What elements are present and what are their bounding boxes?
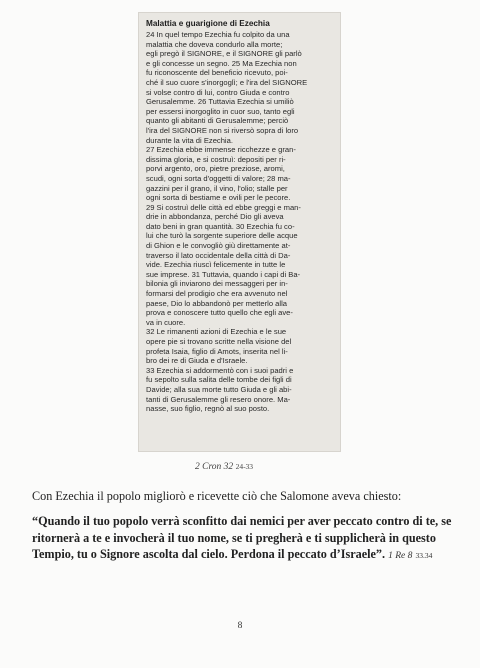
caption-verses: 24-33 bbox=[235, 462, 254, 471]
scan-lines bbox=[146, 30, 335, 414]
scan-line: sue imprese. 31 Tuttavia, quando i capi di Ba- bbox=[146, 269, 301, 279]
quote-paragraph bbox=[32, 513, 452, 565]
scan-line: bilonia gli inviarono dei messaggeri per in- bbox=[146, 279, 288, 289]
scan-line: 32 Le rimanenti azioni di Ezechia e le sue bbox=[146, 327, 287, 337]
scan-line: prova e conoscere tutto quello che egli ave- bbox=[146, 308, 293, 318]
scan-line: va in cuore. bbox=[146, 317, 186, 327]
scan-line: 29 Si costruì delle città ed ebbe greggi e man- bbox=[146, 202, 301, 212]
scan-line: ché il suo cuore s'inorgoglì; e l'ira del SIGNORE bbox=[146, 77, 308, 87]
scan-line: 24 In quel tempo Ezechia fu colpito da una bbox=[146, 30, 290, 39]
scan-caption bbox=[195, 462, 253, 472]
scan-line: quanto gli abitanti di Gerusalemme; perciò bbox=[146, 116, 289, 126]
scan-line: nasse, suo figlio, regnò al suo posto. bbox=[146, 404, 270, 414]
scan-line: Gerusalemme. 26 Tuttavia Ezechia si umiliò bbox=[146, 97, 294, 107]
scan-line: di Ghion e le convogliò giù direttamente at- bbox=[146, 241, 291, 251]
scan-line: formarsi del prodigio che era avvenuto nel bbox=[146, 289, 288, 299]
scan-line: paese, Dio lo abbandonò per metterlo alla bbox=[146, 298, 287, 308]
scan-line: traverso il lato occidentale della città di Da- bbox=[146, 250, 291, 260]
scan-line: 33 Ezechia si addormentò con i suoi padri e bbox=[146, 365, 294, 375]
scan-line: Davide; alla sua morte tutto Giuda e gli abi- bbox=[146, 384, 292, 394]
scan-line: l'ira del SIGNORE non si riversò sopra di loro bbox=[146, 125, 299, 135]
scan-line: egli pregò il SIGNORE, e il SIGNORE gli parlò bbox=[146, 49, 302, 59]
scan-line: durante la vita di Ezechia. bbox=[146, 135, 233, 145]
scan-line: vide. Ezechia riuscì felicemente in tutte le bbox=[146, 260, 286, 270]
scan-line: per essersi inorgoglito in cuor suo, tanto egli bbox=[146, 106, 295, 116]
scan-line: scudi, ogni sorta d'oggetti di valore; 28 ma- bbox=[146, 173, 291, 183]
scan-line: fu sepolto sulla salita delle tombe dei figli di bbox=[146, 375, 292, 385]
scan-line: bro dei re di Giuda e d'Israele. bbox=[146, 356, 248, 366]
scan-line: profeta Isaia, figlio di Amots, inserita nel li- bbox=[146, 346, 288, 356]
scan-line: fu riconoscente del beneficio ricevuto, poi- bbox=[146, 68, 288, 78]
scan-text-block bbox=[146, 18, 335, 446]
quote-citation-verses: 33.34 bbox=[415, 551, 433, 560]
scan-line: drie in abbondanza, perché Dio gli aveva bbox=[146, 212, 284, 222]
scan-line: opere pie si trovano scritte nella visione del bbox=[146, 337, 292, 346]
scan-line: dato beni in gran quantità. 30 Ezechia fu co- bbox=[146, 221, 295, 231]
scan-line: lui che turò la sorgente superiore delle acque bbox=[146, 231, 298, 241]
quote-text: “Quando il tuo popolo verrà sconfitto dai nemici per aver peccato contro di te, se ritornerà a te e invocherà il tuo nome, se ti pregherà e ti supplicherà in questo Tempio, tu o Signore ascolta dal cielo. Perdona il peccato d’Israele”. bbox=[32, 514, 452, 561]
scan-line: tanti di Gerusalemme gli resero onore. Ma- bbox=[146, 394, 291, 404]
scan-line: dissima gloria, e si costruì: depositi per ri- bbox=[146, 154, 286, 164]
scanned-bible-page bbox=[138, 12, 341, 452]
scan-line: 27 Ezechia ebbe immense ricchezze e gran- bbox=[146, 145, 296, 155]
caption-book: 2 Cron 32 bbox=[195, 462, 234, 472]
scan-line: ogni sorta di bestiame e ovili per le pecore. bbox=[146, 193, 291, 203]
intro-paragraph: Con Ezechia il popolo migliorò e ricevette ciò che Salomone aveva chiesto: bbox=[32, 489, 402, 503]
scan-line: e gli concesse un segno. 25 Ma Ezechia non bbox=[146, 58, 297, 68]
scan-line: si volse contro di lui, contro Giuda e contro bbox=[146, 87, 290, 97]
scan-line: malattia che doveva condurlo alla morte; bbox=[146, 39, 283, 49]
page-number: 8 bbox=[237, 621, 243, 631]
scan-line: gazzini per il grano, il vino, l'olio; stalle per bbox=[146, 183, 288, 193]
scan-line: porvi argento, oro, pietre preziose, aromi, bbox=[146, 164, 285, 174]
quote-citation-book: 1 Re 8 bbox=[388, 551, 413, 561]
scan-heading: Malattia e guarigione di Ezechia bbox=[146, 19, 270, 28]
